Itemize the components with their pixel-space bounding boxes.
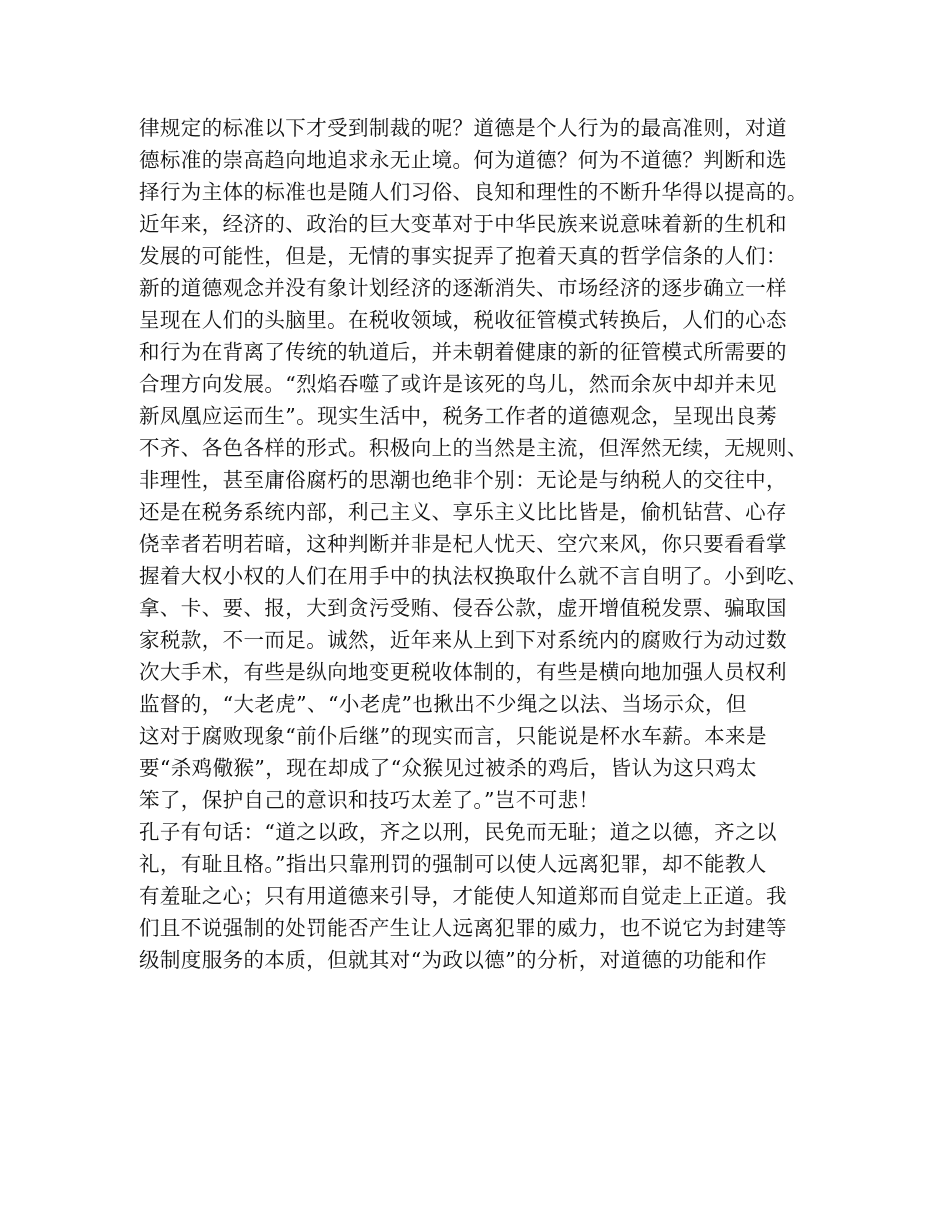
body-text [139, 112, 839, 976]
text-line: 还是在税务系统内部，利己主义、享乐主义比比皆是，偷机钻营、心存 [139, 500, 787, 524]
text-line: 握着大权小权的人们在用手中的执法权换取什么就不言自明了。小到吃、 [139, 564, 808, 588]
text-line: 监督的，“大老虎”、“小老虎”也揪出不少绳之以法、当场示众，但 [139, 692, 747, 716]
text-line: 非理性，甚至庸俗腐朽的思潮也绝非个别：无论是与纳税人的交往中， [139, 468, 787, 492]
text-line: 新的道德观念并没有象计划经济的逐渐消失、市场经济的逐步确立一样 [139, 276, 787, 300]
text-line: 礼，有耻且格。”指出只靠刑罚的强制可以使人远离犯罪，却不能教人 [139, 852, 767, 876]
text-line: 们且不说强制的处罚能否产生让人远离犯罪的威力，也不说它为封建等 [139, 916, 787, 940]
text-line: 和行为在背离了传统的轨道后，并未朝着健康的新的征管模式所需要的 [139, 340, 787, 364]
text-line: 这对于腐败现象“前仆后继”的现实而言，只能说是杯水车薪。本来是 [139, 724, 767, 748]
text-line: 有羞耻之心；只有用道德来引导，才能使人知道郑而自觉走上正道。我 [139, 884, 787, 908]
text-line: 呈现在人们的头脑里。在税收领域，税收征管模式转换后，人们的心态 [139, 308, 787, 332]
text-line: 拿、卡、要、报，大到贪污受贿、侵吞公款，虚开增值税发票、骗取国 [139, 596, 787, 620]
text-line: 新凤凰应运而生”。现实生活中，税务工作者的道德观念，呈现出良莠 [139, 404, 777, 428]
text-line: 次大手术，有些是纵向地变更税收体制的，有些是横向地加强人员权利 [139, 660, 787, 684]
text-line: 德标准的崇高趋向地追求永无止境。何为道德？何为不道德？判断和选 [139, 148, 787, 172]
text-line: 发展的可能性，但是，无情的事实捉弄了抱着天真的哲学信条的人们： [139, 244, 787, 268]
text-line: 家税款，不一而足。诚然，近年来从上到下对系统内的腐败行为动过数 [139, 628, 787, 652]
text-line: 不齐、各色各样的形式。积极向上的当然是主流，但浑然无续，无规则、 [139, 436, 808, 460]
text-line: 孔子有句话：“道之以政，齐之以刑，民免而无耻；道之以德，齐之以 [139, 820, 777, 844]
text-line: 合理方向发展。“烈焰吞噬了或许是该死的鸟儿，然而余灰中却并未见 [139, 372, 777, 396]
text-line: 级制度服务的本质，但就其对“为政以德”的分析，对道德的功能和作 [139, 948, 767, 972]
text-line: 律规定的标准以下才受到制裁的呢？道德是个人行为的最高准则，对道 [139, 116, 787, 140]
text-line: 择行为主体的标准也是随人们习俗、良知和理性的不断升华得以提高的。 [139, 180, 808, 204]
text-line: 近年来，经济的、政治的巨大变革对于中华民族来说意味着新的生机和 [139, 212, 787, 236]
text-line: 笨了，保护自己的意识和技巧太差了。”岂不可悲！ [139, 788, 600, 812]
text-line: 侥幸者若明若暗，这种判断并非是杞人忧天、空穴来风，你只要看看掌 [139, 532, 787, 556]
text-line: 要“杀鸡儆猴”，现在却成了“众猴见过被杀的鸡后，皆认为这只鸡太 [139, 756, 757, 780]
